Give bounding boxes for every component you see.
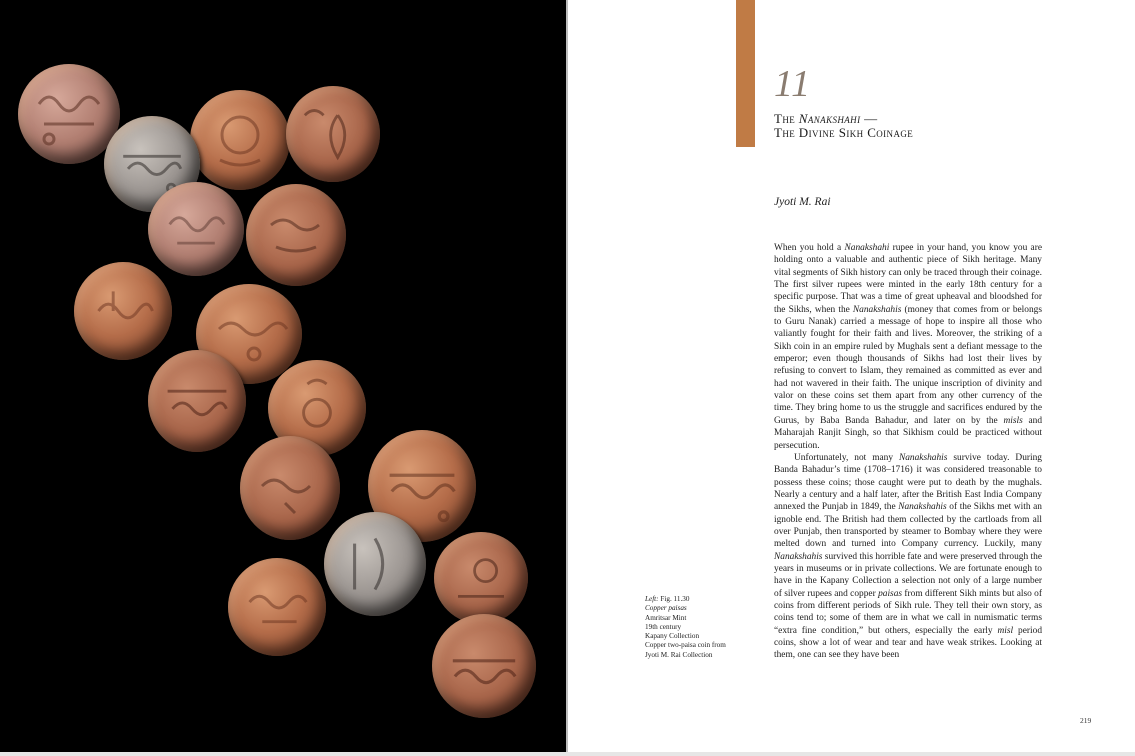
coin-13 — [324, 512, 426, 616]
figure-caption — [645, 595, 726, 660]
text-run: from different Sikh mints but also of coins from different periods of Sikh rule. They tell their own story, as coins tend to; some of them are in what we call in numismatic terms “extra fine condition,” but others, especially the early — [774, 588, 1042, 636]
title-prefix: The — [774, 111, 799, 126]
italic-term: Nanakshahis — [898, 502, 947, 513]
caption-line-5: Kapany Collection — [645, 632, 700, 641]
coin-16 — [432, 614, 536, 718]
caption-fig: Fig. 11.30 — [658, 595, 690, 603]
page-number: 219 — [1080, 716, 1092, 725]
text-run: survived this horrible fate and were preserved through the years in museums or in private collections. We are fortunate enough to have in the Kapany Collection a selection not only of a large number of silver rupees and copper — [774, 551, 1042, 599]
caption-line-7: Jyoti M. Rai Collection — [645, 650, 713, 659]
chapter-title-line1 — [774, 112, 913, 126]
coin-7 — [74, 262, 172, 360]
chapter-title-line2: The Divine Sikh Coinage — [774, 125, 914, 140]
text-run: rupee in your hand, you know you are holding onto a valuable and authentic piece of Sikh heritage. Many vital segments of Sikh history can only be traced through their coinage. The first silver rupees were minted in the early 18th century for a specific purpose. That was a time of great upheaval and bloodshed for the Sikhs, when the — [774, 243, 1042, 315]
text-run: Unfortunately, not many — [794, 452, 899, 463]
author-name: Jyoti M. Rai — [774, 196, 831, 208]
caption-line-2 — [645, 604, 726, 613]
italic-term: paisas — [878, 588, 903, 599]
coin-15 — [228, 558, 326, 656]
coin-photo — [0, 0, 566, 756]
text-run: (money that comes from or belongs to Guru Nanak) carried a message of hope to inspire all those who valiantly fought for their faith and lives. Moreover, the striking of a Sikh coin in an empire ruled by Mughals sent a defiant message to the emperor; even though thousands of Sikhs had lost their lives by refusing to convert to Islam, they remained as committed as ever and had not wavered in their faith. The unique inscription of divinity and valor on these coins set them apart from any other currency of the time. They bring home to us the struggle and sacrifices endured by the Gurus, by Baba Banda Bahadur, and later on by the — [774, 304, 1042, 426]
body-text — [774, 242, 1042, 662]
caption-line-1 — [645, 595, 726, 604]
italic-term: Nanakshahis — [852, 304, 902, 315]
text-run: and Maharajah Ranjit Singh, so that Sikhism could be practiced without persecution. — [774, 415, 1043, 451]
chapter-number: 11 — [774, 63, 812, 105]
italic-term: Nanakshahis — [898, 452, 948, 463]
chapter-title — [774, 112, 913, 140]
coin-6 — [246, 184, 346, 286]
paragraph — [774, 242, 1042, 452]
text-run: survive today. During Banda Bahadur’s time (1708–1716) it was considered treasonable to possess these coins; those caught were put to death by the mughals. Nearly a century and a half later, after the British East India Company annexed the Punjab in 1849, the — [774, 452, 1042, 513]
title-suffix: — — [860, 111, 878, 126]
page-edge — [0, 752, 1135, 756]
italic-term: misls — [1003, 415, 1023, 426]
caption-label: Left: — [645, 595, 659, 603]
caption-line-6: Copper two-paisa coin from — [645, 641, 726, 650]
title-italic: Nanakshahi — [798, 111, 861, 126]
italic-term: misl — [997, 625, 1014, 636]
coin-9 — [148, 350, 246, 452]
caption-text: Copper paisas — [645, 604, 687, 613]
paragraph — [774, 452, 1042, 662]
italic-term: Nanakshahi — [844, 243, 890, 253]
text-run: When you hold a — [774, 243, 845, 253]
text-run: of the Sikhs met with an ignoble end. The British had them collected by the cartloads from all over Punjab, then transported by steamer to Bombay where they were melted down and turned into Company currency. Luckily, many — [774, 502, 1042, 550]
text-page — [568, 0, 1135, 752]
chapter-accent-bar — [736, 0, 755, 147]
coin-3 — [286, 86, 380, 182]
text-run: period coins, show a lot of wear and tear and have weak strikes. Looking at them, one can see they have been — [774, 625, 1043, 661]
coin-2 — [190, 90, 290, 190]
coin-14 — [434, 532, 528, 624]
caption-line-3: Amritsar Mint — [645, 613, 687, 622]
italic-term: Nanakshahis — [774, 551, 823, 562]
caption-line-4: 19th century — [645, 622, 682, 631]
